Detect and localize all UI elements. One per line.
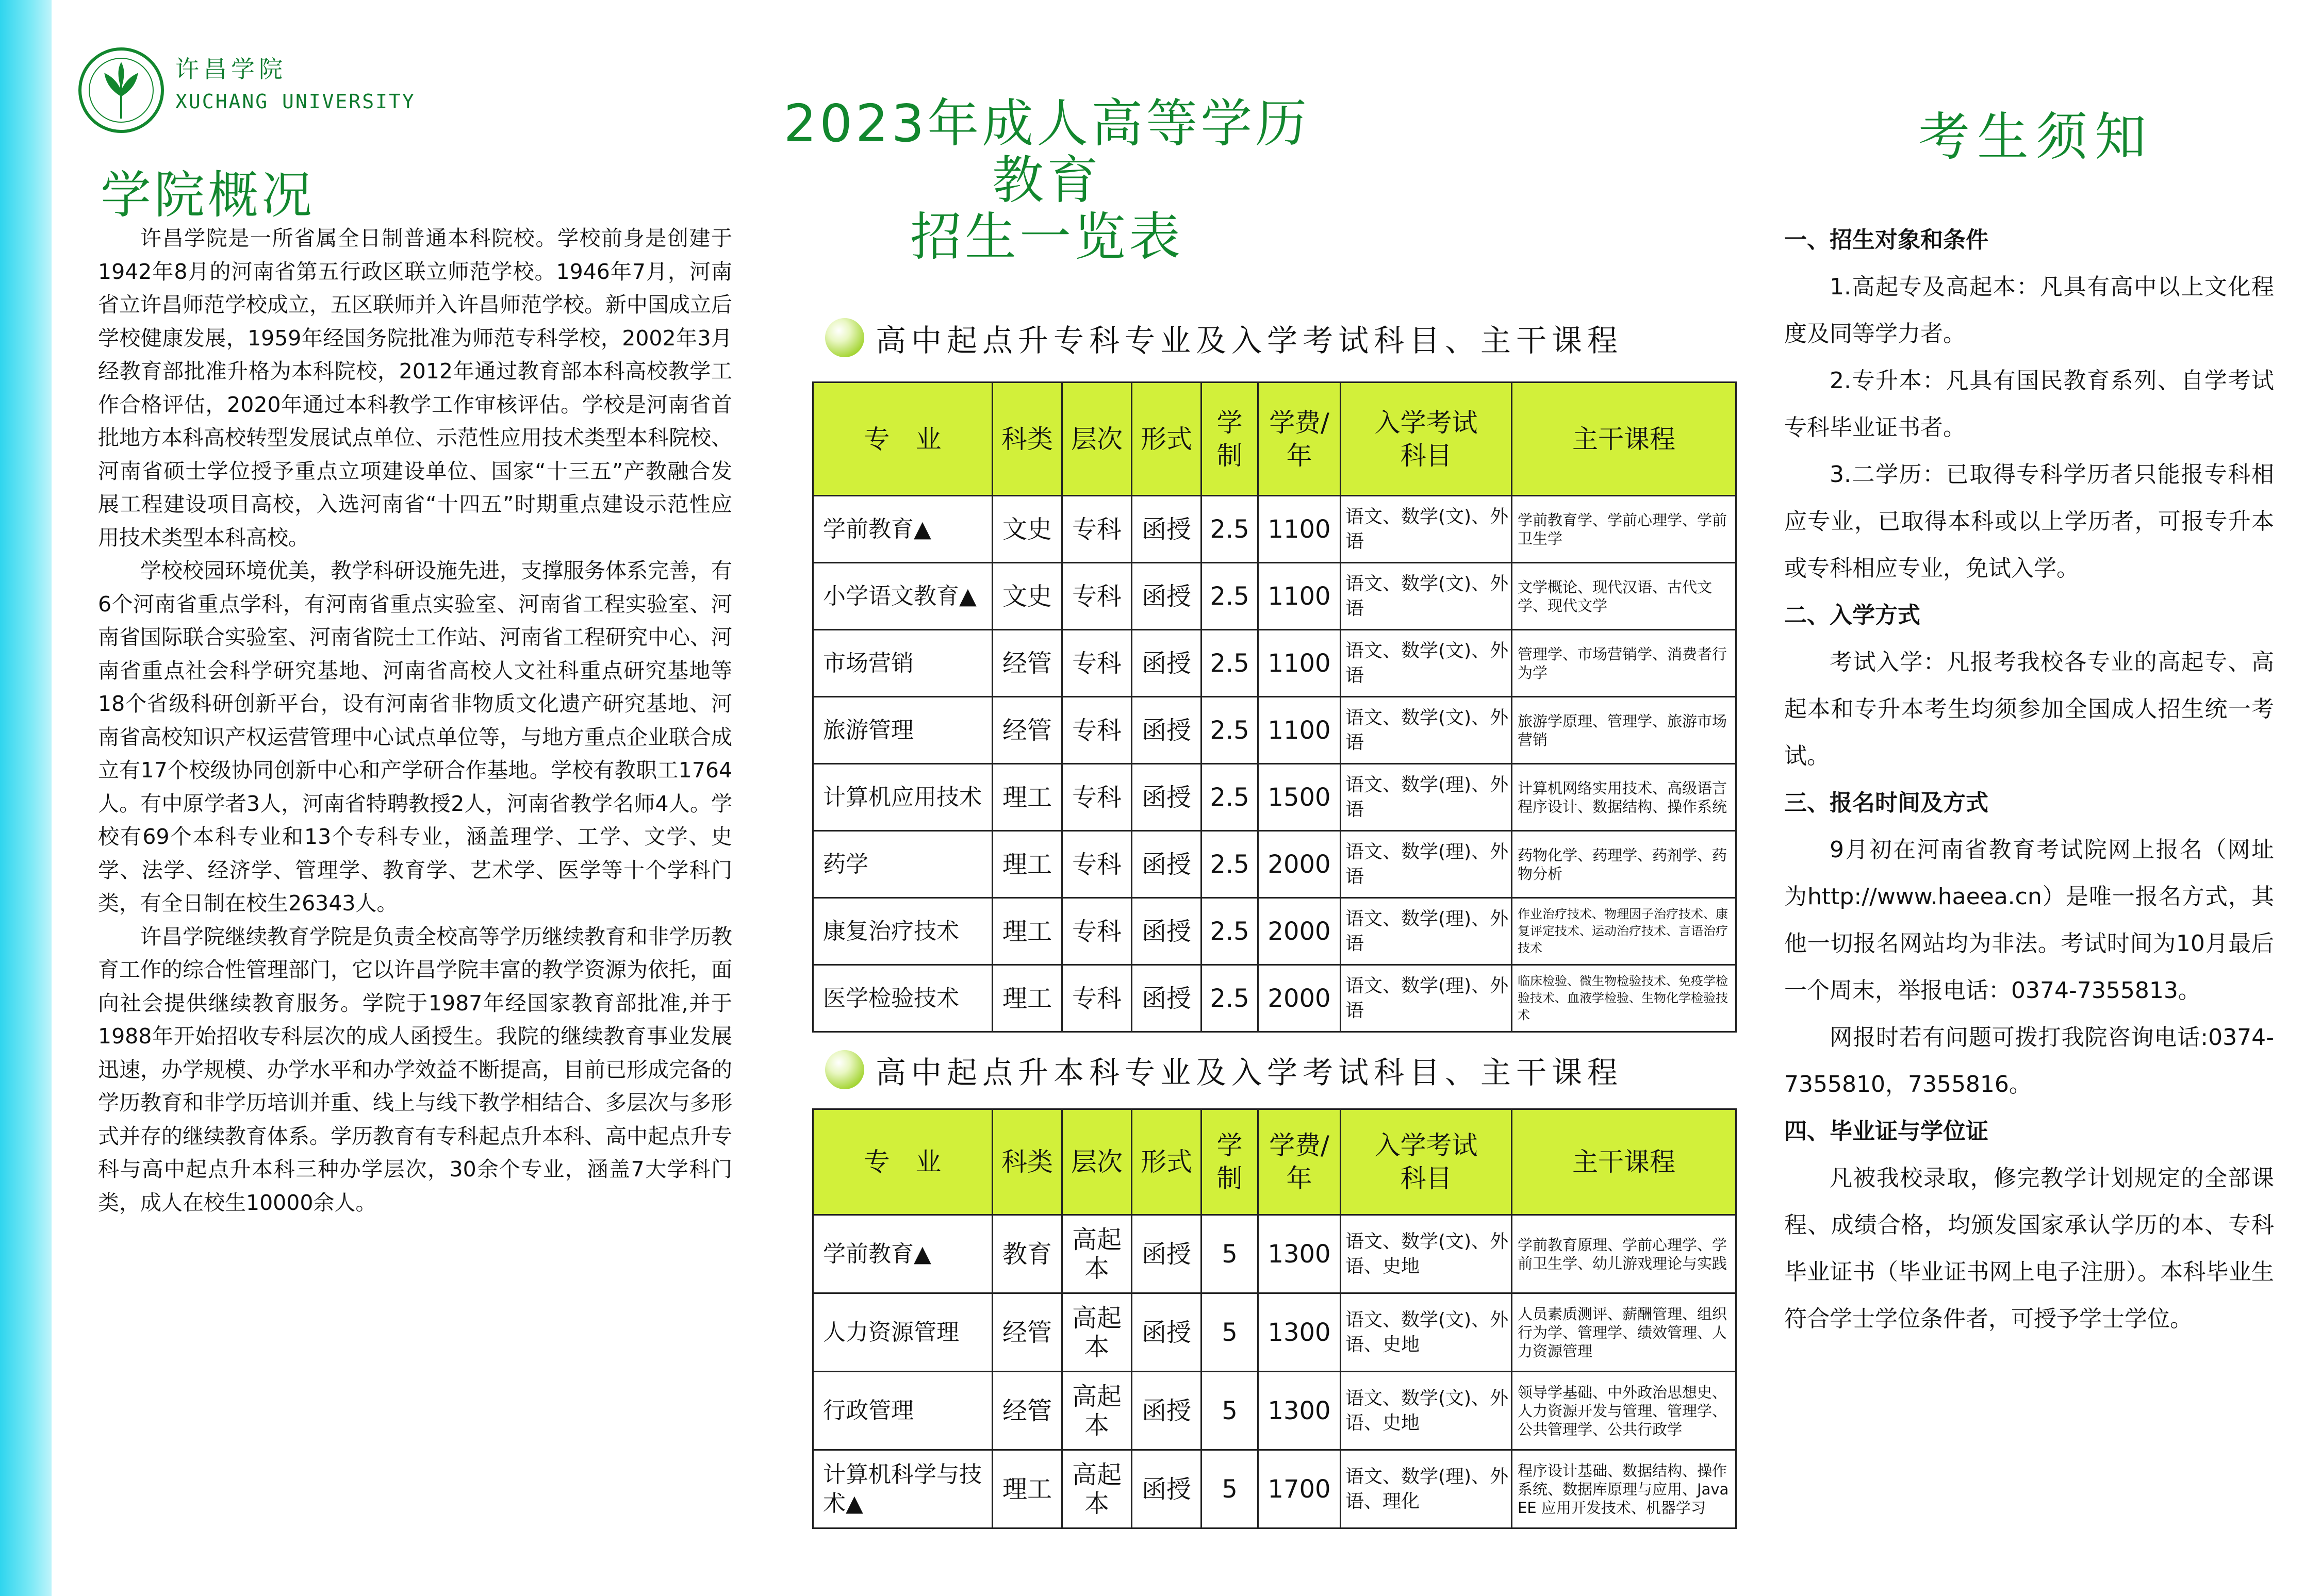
cell-fee: 1500 <box>1258 764 1341 831</box>
table-row <box>813 1293 1736 1372</box>
notice-section-heading: 一、招生对象和条件 <box>1784 227 1988 253</box>
cell-level: 高起本 <box>1062 1215 1132 1293</box>
notice-paragraph: 凡被我校录取，修完教学计划规定的全部课程、成绩合格，均颁发国家承认学历的本、专科毕业证书（毕业证书网上电子注册）。本科毕业生符合学士学位条件者，可授予学士学位。 <box>1784 1165 2274 1332</box>
cell-courses: 管理学、市场营销学、消费者行为学 <box>1512 630 1736 697</box>
cell-courses: 药物化学、药理学、药剂学、药物分析 <box>1512 831 1736 898</box>
notice-section-heading: 四、毕业证与学位证 <box>1784 1118 1988 1144</box>
cell-form: 函授 <box>1132 1215 1201 1293</box>
cell-major: 学前教育▲ <box>813 496 993 563</box>
cell-courses: 计算机网络实用技术、高级语言程序设计、数据结构、操作系统 <box>1512 764 1736 831</box>
cell-form: 函授 <box>1132 697 1201 764</box>
table-row <box>813 831 1736 898</box>
cell-level: 高起本 <box>1062 1372 1132 1450</box>
cell-exam: 语文、数学(文)、外语、史地 <box>1341 1293 1512 1372</box>
cell-fee: 2000 <box>1258 831 1341 898</box>
cell-category: 文史 <box>993 563 1062 630</box>
cell-courses: 学前教育学、学前心理学、学前卫生学 <box>1512 496 1736 563</box>
overview-title: 学院概况 <box>101 166 316 225</box>
header-level: 层次 <box>1062 1109 1132 1215</box>
cell-exam: 语文、数学(文)、外语 <box>1341 697 1512 764</box>
cell-level: 专科 <box>1062 898 1132 965</box>
cell-level: 高起本 <box>1062 1450 1132 1528</box>
header-years: 学制 <box>1201 1109 1258 1215</box>
cell-fee: 1100 <box>1258 563 1341 630</box>
header-major: 专 业 <box>813 383 993 496</box>
overview-body <box>98 222 732 1219</box>
cell-fee: 1100 <box>1258 697 1341 764</box>
cell-level: 专科 <box>1062 764 1132 831</box>
notice-section-heading: 三、报名时间及方式 <box>1784 790 1988 816</box>
cell-years: 5 <box>1201 1372 1258 1450</box>
cell-form: 函授 <box>1132 1293 1201 1372</box>
cell-years: 2.5 <box>1201 630 1258 697</box>
table-row <box>813 496 1736 563</box>
cell-courses: 学前教育原理、学前心理学、学前卫生学、幼儿游戏理论与实践 <box>1512 1215 1736 1293</box>
header-form: 形式 <box>1132 1109 1201 1215</box>
table-row <box>813 630 1736 697</box>
cell-courses: 程序设计基础、数据结构、操作系统、数据库原理与应用、Java EE 应用开发技术、机器学习 <box>1512 1450 1736 1528</box>
cell-form: 函授 <box>1132 1450 1201 1528</box>
header-category: 科类 <box>993 383 1062 496</box>
cell-exam: 语文、数学(文)、外语 <box>1341 496 1512 563</box>
cell-level: 高起本 <box>1062 1293 1132 1372</box>
header-courses: 主干课程 <box>1512 1109 1736 1215</box>
cell-form: 函授 <box>1132 965 1201 1032</box>
header-years: 学制 <box>1201 383 1258 496</box>
notice-title: 考生须知 <box>1918 107 2153 167</box>
cell-courses: 人员素质测评、薪酬管理、组织行为学、管理学、绩效管理、人力资源管理 <box>1512 1293 1736 1372</box>
notice-paragraph: 2.专升本：凡具有国民教育系列、自学考试专科毕业证书者。 <box>1784 368 2274 441</box>
header-category: 科类 <box>993 1109 1062 1215</box>
cell-level: 专科 <box>1062 965 1132 1032</box>
header-fee: 学费/年 <box>1258 1109 1341 1215</box>
header-level: 层次 <box>1062 383 1132 496</box>
logo-english-name: XUCHANG UNIVERSITY <box>175 90 416 113</box>
cell-years: 2.5 <box>1201 965 1258 1032</box>
cell-fee: 2000 <box>1258 898 1341 965</box>
cell-major: 行政管理 <box>813 1372 993 1450</box>
cell-exam: 语文、数学(理)、外语 <box>1341 764 1512 831</box>
junior-college-table <box>812 381 1737 1033</box>
cell-form: 函授 <box>1132 831 1201 898</box>
table-row <box>813 1372 1736 1450</box>
university-logo-icon <box>77 46 165 134</box>
enrollment-title-line1: 2023年成人高等学历教育 <box>783 93 1310 210</box>
cell-exam: 语文、数学(文)、外语、史地 <box>1341 1372 1512 1450</box>
cell-years: 5 <box>1201 1293 1258 1372</box>
notice-paragraph: 网报时若有问题可拨打我院咨询电话:0374-7355810，7355816。 <box>1784 1024 2274 1098</box>
cell-courses: 作业治疗技术、物理因子治疗技术、康复评定技术、运动治疗技术、言语治疗技术 <box>1512 898 1736 965</box>
cell-major: 小学语文教育▲ <box>813 563 993 630</box>
section1-title: 高中起点升专科专业及入学考试科目、主干课程 <box>876 322 1623 358</box>
table-row <box>813 965 1736 1032</box>
header-exam: 入学考试 科目 <box>1341 383 1512 496</box>
overview-paragraph: 学校校园环境优美，教学科研设施先进，支撑服务体系完善，有6个河南省重点学科，有河南省重点实验室、河南省工程实验室、河南省国际联合实验室、河南省院士工作站、河南省工程研究中心、河南省重点社会科学研究基地、河南省高校人文社科重点研究基地等18个省级科研创新平台，设有河南省非物质文化遗产研究基地、河南省高校知识产权运营管理中心试点单位等，与地方重点企业联合成立有17个校级协同创新中心和产学研合作基地。学校有教职工1764人。有中原学者3人，河南省特聘教授2人，河南省教学名师4人。学校有69个本科专业和13个专科专业，涵盖理学、工学、文学、史学、法学、经济学、管理学、教育学、艺术学、医学等十个学科门类，有全日制在校生26343人。 <box>98 558 732 916</box>
cell-form: 函授 <box>1132 764 1201 831</box>
header-major: 专 业 <box>813 1109 993 1215</box>
cell-major: 旅游管理 <box>813 697 993 764</box>
cell-exam: 语文、数学(理)、外语 <box>1341 965 1512 1032</box>
cell-category: 经管 <box>993 1372 1062 1450</box>
cell-category: 经管 <box>993 697 1062 764</box>
cell-category: 教育 <box>993 1215 1062 1293</box>
cell-years: 2.5 <box>1201 496 1258 563</box>
cell-major: 学前教育▲ <box>813 1215 993 1293</box>
cell-category: 经管 <box>993 630 1062 697</box>
cell-level: 专科 <box>1062 630 1132 697</box>
cell-years: 2.5 <box>1201 697 1258 764</box>
cell-form: 函授 <box>1132 898 1201 965</box>
cell-fee: 1300 <box>1258 1372 1341 1450</box>
notice-paragraph: 3.二学历：已取得专科学历者只能报专科相应专业，已取得本科或以上学历者，可报专升本或专科相应专业，免试入学。 <box>1784 461 2274 581</box>
header-form: 形式 <box>1132 383 1201 496</box>
cell-exam: 语文、数学(文)、外语、史地 <box>1341 1215 1512 1293</box>
notice-paragraph: 考试入学：凡报考我校各专业的高起专、高起本和专升本考生均须参加全国成人招生统一考试。 <box>1784 649 2274 769</box>
logo-chinese-name: 许昌学院 <box>175 55 287 83</box>
table-header-row <box>813 383 1736 496</box>
cell-form: 函授 <box>1132 563 1201 630</box>
cell-form: 函授 <box>1132 496 1201 563</box>
notice-section-heading: 二、入学方式 <box>1784 602 1920 628</box>
cell-years: 2.5 <box>1201 764 1258 831</box>
cell-category: 理工 <box>993 965 1062 1032</box>
cell-category: 经管 <box>993 1293 1062 1372</box>
cell-major: 计算机应用技术 <box>813 764 993 831</box>
section1-heading <box>825 314 1764 361</box>
undergraduate-table <box>812 1108 1737 1529</box>
enrollment-title <box>763 95 1330 265</box>
cell-form: 函授 <box>1132 630 1201 697</box>
cell-category: 理工 <box>993 831 1062 898</box>
cell-exam: 语文、数学(理)、外语 <box>1341 898 1512 965</box>
section2-heading <box>825 1046 1764 1093</box>
cell-exam: 语文、数学(文)、外语 <box>1341 563 1512 630</box>
cell-category: 理工 <box>993 1450 1062 1528</box>
notice-paragraph: 9月初在河南省教育考试院网上报名（网址为http://www.haeea.cn）是唯一报名方式，其他一切报名网站均为非法。考试时间为10月最后一个周末，举报电话：0374-7355813。 <box>1784 837 2274 1004</box>
cell-years: 2.5 <box>1201 831 1258 898</box>
enrollment-title-line2: 招生一览表 <box>910 207 1183 267</box>
cell-fee: 1700 <box>1258 1450 1341 1528</box>
cell-fee: 2000 <box>1258 965 1341 1032</box>
overview-paragraph: 许昌学院继续教育学院是负责全校高等学历继续教育和非学历教育工作的综合性管理部门，它以许昌学院丰富的教学资源为依托，面向社会提供继续教育服务。学院于1987年经国家教育部批准,并于1988年开始招收专科层次的成人函授生。我院的继续教育事业发展迅速，办学规模、办学水平和办学效益不断提高，目前已形成完备的学历教育和非学历培训并重、线上与线下教学相结合、多层次与多形式并存的继续教育体系。学历教育有专科起点升本科、高中起点升专科与高中起点升本科三种办学层次，30余个专业，涵盖7大学科门类，成人在校生10000余人。 <box>98 924 732 1215</box>
header-fee: 学费/年 <box>1258 383 1341 496</box>
cell-category: 理工 <box>993 898 1062 965</box>
table-row <box>813 697 1736 764</box>
cell-exam: 语文、数学(理)、外语、理化 <box>1341 1450 1512 1528</box>
table-row <box>813 764 1736 831</box>
decorative-side-strip <box>0 0 52 1596</box>
table-header-row <box>813 1109 1736 1215</box>
table-row <box>813 563 1736 630</box>
notice-body <box>1784 217 2274 1342</box>
overview-paragraph: 许昌学院是一所省属全日制普通本科院校。学校前身是创建于1942年8月的河南省第五行政区联立师范学校。1946年7月，河南省立许昌师范学校成立，五区联师并入许昌师范学校。新中国成立后学校健康发展，1959年经国务院批准为师范专科学校，2002年3月经教育部批准升格为本科院校，2012年通过教育部本科高校教学工作合格评估，2020年通过本科教学工作审核评估。学校是河南省首批地方本科高校转型发展试点单位、示范性应用技术类型本科院校、河南省硕士学位授予重点立项建设单位、国家“十三五”产教融合发展工程建设项目高校，入选河南省“十四五”时期重点建设示范性应用技术类型本科高校。 <box>98 226 732 550</box>
cell-courses: 文学概论、现代汉语、古代文学、现代文学 <box>1512 563 1736 630</box>
cell-years: 5 <box>1201 1215 1258 1293</box>
cell-major: 市场营销 <box>813 630 993 697</box>
cell-major: 康复治疗技术 <box>813 898 993 965</box>
cell-courses: 领导学基础、中外政治思想史、人力资源开发与管理、管理学、公共管理学、公共行政学 <box>1512 1372 1736 1450</box>
cell-major: 计算机科学与技术▲ <box>813 1450 993 1528</box>
cell-level: 专科 <box>1062 831 1132 898</box>
cell-fee: 1300 <box>1258 1293 1341 1372</box>
section2-title: 高中起点升本科专业及入学考试科目、主干课程 <box>876 1054 1623 1090</box>
cell-years: 2.5 <box>1201 898 1258 965</box>
cell-level: 专科 <box>1062 563 1132 630</box>
cell-courses: 旅游学原理、管理学、旅游市场营销 <box>1512 697 1736 764</box>
cell-level: 专科 <box>1062 496 1132 563</box>
cell-level: 专科 <box>1062 697 1132 764</box>
cell-fee: 1100 <box>1258 630 1341 697</box>
header-courses: 主干课程 <box>1512 383 1736 496</box>
bullet-ball-icon <box>825 318 864 357</box>
cell-years: 5 <box>1201 1450 1258 1528</box>
cell-exam: 语文、数学(理)、外语 <box>1341 831 1512 898</box>
cell-category: 理工 <box>993 764 1062 831</box>
cell-fee: 1300 <box>1258 1215 1341 1293</box>
cell-major: 医学检验技术 <box>813 965 993 1032</box>
notice-paragraph: 1.高起专及高起本：凡具有高中以上文化程度及同等学力者。 <box>1784 274 2274 347</box>
cell-category: 文史 <box>993 496 1062 563</box>
cell-fee: 1100 <box>1258 496 1341 563</box>
table-row <box>813 1215 1736 1293</box>
table-row <box>813 1450 1736 1528</box>
cell-years: 2.5 <box>1201 563 1258 630</box>
bullet-ball-icon <box>825 1050 864 1089</box>
header-exam: 入学考试 科目 <box>1341 1109 1512 1215</box>
cell-form: 函授 <box>1132 1372 1201 1450</box>
cell-major: 药学 <box>813 831 993 898</box>
cell-exam: 语文、数学(文)、外语 <box>1341 630 1512 697</box>
cell-courses: 临床检验、微生物检验技术、免疫学检验技术、血液学检验、生物化学检验技术 <box>1512 965 1736 1032</box>
cell-major: 人力资源管理 <box>813 1293 993 1372</box>
table-row <box>813 898 1736 965</box>
